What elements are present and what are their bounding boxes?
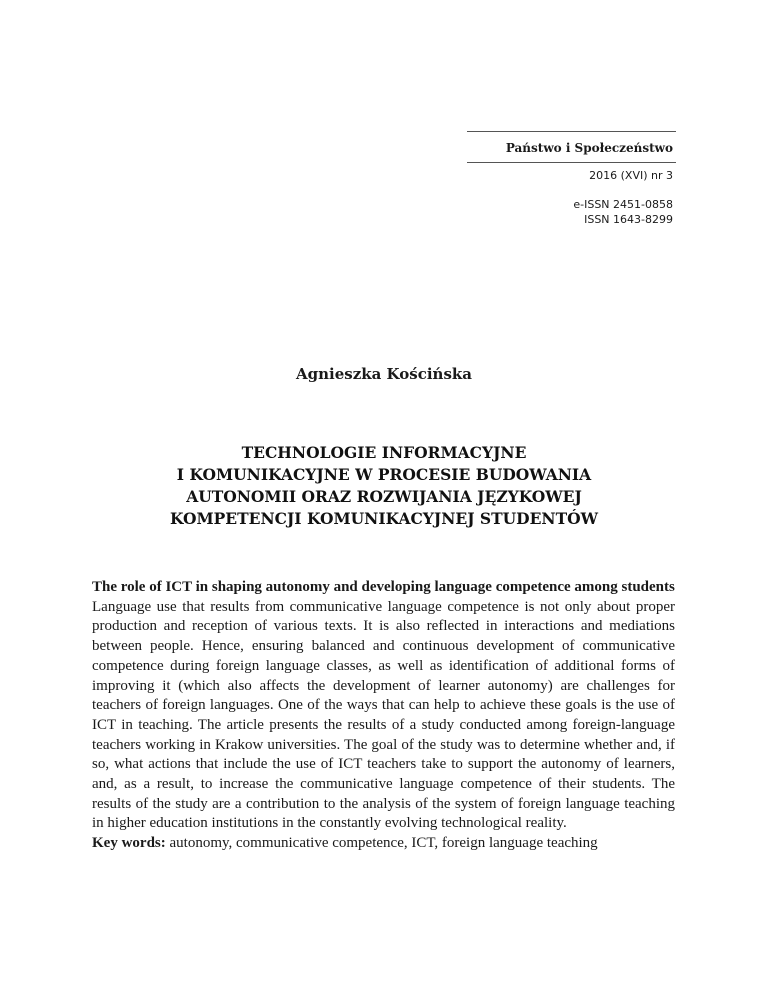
issn-block [467,183,676,227]
title-line: I KOMUNIKACYJNE W PROCESIE BUDOWANIA [176,465,592,484]
title-line: TECHNOLOGIE INFORMACYJNE [241,443,527,462]
article-author: Agnieszka Kościńska [295,365,473,383]
issn: ISSN 1643-8299 [584,213,673,226]
abstract [92,578,675,854]
eissn: e-ISSN 2451-0858 [573,198,673,211]
keywords-list: autonomy, communicative competence, ICT, foreign language teaching [169,835,598,852]
journal-issue: 2016 (XVI) nr 3 [589,169,673,182]
article-title [100,442,668,530]
journal-info [467,131,676,227]
keywords [92,834,675,854]
title-line: AUTONOMII ORAZ ROZWIJANIA JĘZYKOWEJ [186,487,582,506]
keywords-label: Key words: [92,835,166,852]
abstract-text: Language use that results from communicative language competence is not only about proper production and reception of various texts. It is also reflected in interactions and mediations between people. Hence, ensuring balanced and continuous development of communicative competence during foreign language classes, as well as identification of additional forms of improving it (which also affects the development of learner autonomy) are challenges for teachers of foreign languages. One of the ways that can help to achieve these goals is the use of ICT in teaching. The article presents the results of a study conducted among foreign-language teachers working in Krakow universities. The goal of the study was to determine whether and, if so, what actions that include the use of ICT teachers take to support the autonomy of learners, and, as a result, to increase the communicative language competence of their students. The results of the study are a contribution to the analysis of the system of foreign language teaching in higher education institutions in the constantly evolving technological reality. [92,598,675,832]
abstract-title: The role of ICT in shaping autonomy and developing language competence among students [92,579,675,595]
journal-name: Państwo i Społeczeństwo [505,141,673,155]
title-line: KOMPETENCJI KOMUNIKACYJNEJ STUDENTÓW [169,509,599,528]
